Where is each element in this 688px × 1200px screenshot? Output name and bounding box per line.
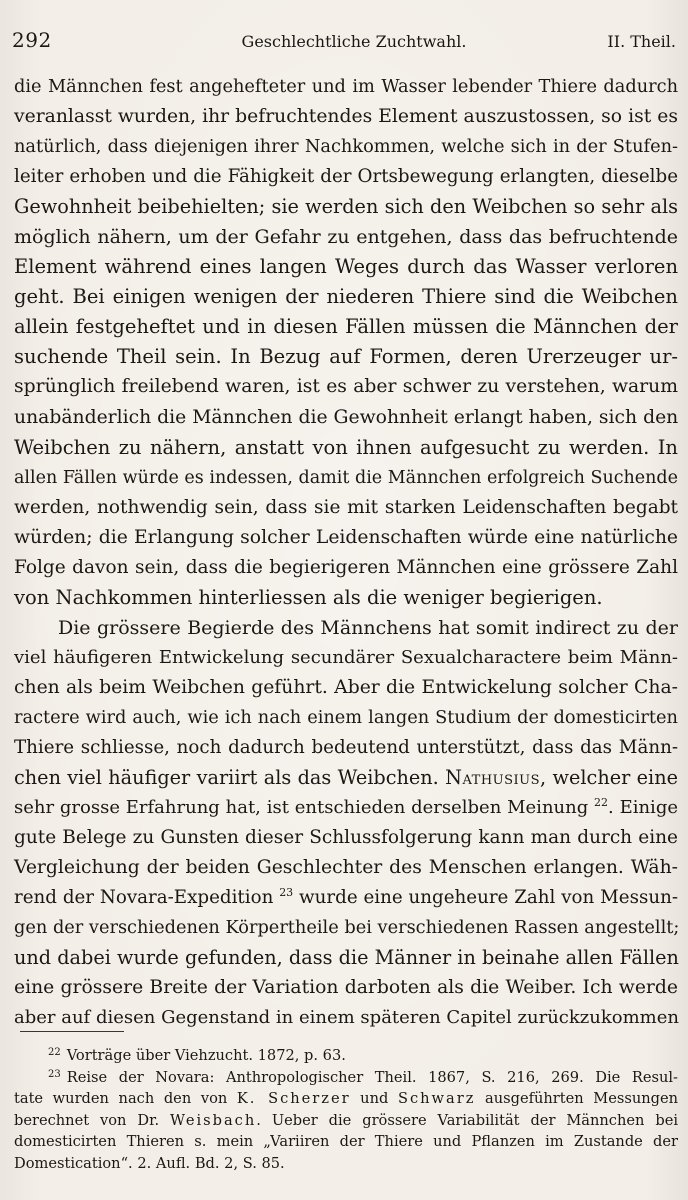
footnote-divider [20, 1031, 124, 1032]
footnote-number: 22 [48, 1047, 61, 1058]
text-segment: sehr grosse Erfahrung hat, ist entschieden derselben Meinung [14, 797, 595, 819]
text-line: gute Belege zu Gunsten dieser Schlussfolgerung kann man durch eine [14, 827, 678, 849]
footnote-text: Vorträge über Viehzucht. 1872, p. 63. [66, 1047, 346, 1064]
text-line: die Männchen fest angehefteter und im Wasser lebender Thiere dadurch [14, 77, 678, 97]
text-line: veranlasst wurden, ihr befruchtendes Element auszustossen, so ist es [14, 106, 678, 128]
text-line: Gewohnheit beibehielten; sie werden sich den Weibchen so sehr als [14, 195, 678, 219]
text-line: chen als beim Weibchen geführt. Aber die Entwickelung solcher Cha- [14, 676, 678, 698]
author-name: K. Scherzer [236, 1090, 351, 1108]
running-title: Geschlechtliche Zuchtwahl. [241, 32, 467, 51]
text-line: allen Fällen würde es indessen, damit die Männchen erfolgreich Suchende [14, 467, 678, 488]
text-line: geht. Bei einigen wenigen der niederen Thiere sind die Weibchen [14, 285, 678, 309]
page-header [12, 28, 676, 58]
text-line [14, 763, 678, 793]
text-line: und dabei wurde gefunden, dass die Männer in beinahe allen Fällen [14, 946, 679, 970]
text-line: Thiere schliesse, noch dadurch bedeutend unterstützt, dass das Männ- [14, 737, 678, 759]
text-line: viel häufigeren Entwickelung secundärer Sexualcharactere beim Männ- [14, 646, 678, 668]
footnote-line [14, 1088, 678, 1110]
footnote-text: Reise der Novara: Anthropologischer Theil. 1867, S. 216, 269. Die Resul- [66, 1068, 678, 1086]
text-line: Folge davon sein, dass die begierigeren Männchen eine grössere Zahl [14, 556, 678, 578]
text-segment: rend der Novara-Expedition [14, 887, 280, 909]
page-number: 292 [12, 28, 52, 52]
text-line: Weibchen zu nähern, anstatt von ihnen aufgesucht zu werden. In [14, 435, 678, 459]
section-label: II. Theil. [607, 32, 676, 51]
text-line: Die grössere Begierde des Männchens hat somit indirect zu der [58, 616, 678, 639]
text-segment: . Ueber die grössere Variabilität der Männchen bei [256, 1111, 678, 1129]
text-line: würden; die Erlangung solcher Leidenschaften würde eine natürliche [14, 526, 678, 548]
text-line: möglich nähern, um der Gefahr zu entgehen, dass das befruchtende [14, 226, 678, 249]
footnote-ref[interactable]: 23 [279, 886, 294, 900]
text-line: aber auf diesen Gegenstand in einem späteren Capitel zurückzukommen [14, 1007, 679, 1029]
author-name: Weisbach [170, 1111, 257, 1129]
footnote-22 [14, 1045, 678, 1067]
paragraph-2 [14, 613, 678, 1034]
text-line [14, 793, 678, 823]
author-name: Nathusius [445, 766, 541, 790]
text-segment: tate wurden nach den von [14, 1090, 237, 1108]
text-segment: und [350, 1090, 398, 1108]
body-text [14, 72, 678, 1034]
text-segment: wurde eine ungeheure Zahl von Messun- [293, 887, 678, 909]
text-segment: chen viel häufiger variirt als das Weibchen. [14, 766, 446, 790]
text-line: sprünglich freilebend waren, ist es aber schwer zu verstehen, warum [14, 376, 678, 398]
text-line: allein festgeheftet und in diesen Fällen müssen die Männchen der [14, 315, 678, 339]
footnote-ref[interactable]: 22 [594, 796, 609, 810]
text-line: Vergleichung der beiden Geschlechter des Menschen erlangen. Wäh- [14, 857, 678, 879]
footnote-23 [14, 1067, 678, 1089]
author-name: Schwarz [397, 1090, 476, 1108]
text-line: natürlich, dass diejenigen ihrer Nachkommen, welche sich in der Stufen- [14, 137, 678, 158]
text-segment: , welcher eine [540, 766, 678, 790]
text-segment: . Einige [608, 797, 678, 819]
footnote-line: Domestication“. 2. Aufl. Bd. 2, S. 85. [14, 1154, 285, 1172]
paragraph-1 [14, 72, 678, 613]
footnotes [14, 1045, 678, 1175]
text-line: werden, nothwendig sein, dass sie mit starken Leidenschaften begabt [14, 496, 678, 518]
text-line: von Nachkommen hinterliessen als die weniger begierigen. [14, 585, 603, 609]
footnote-number: 23 [48, 1068, 61, 1080]
footnote-line: domesticirten Thieren s. mein „Variiren der Thiere und Pflanzen im Zustande der [14, 1133, 678, 1151]
text-line [14, 883, 678, 913]
text-line: leiter erhoben und die Fähigkeit der Ortsbewegung erlangten, dieselbe [14, 166, 678, 188]
text-line: suchende Theil sein. In Bezug auf Formen, deren Urerzeuger ur- [14, 345, 678, 369]
text-segment: berechnet von Dr. [14, 1111, 171, 1129]
text-segment: ausgeführten Messungen [475, 1090, 679, 1108]
text-line: unabänderlich die Männchen die Gewohnheit erlangt haben, sich den [14, 406, 679, 428]
text-line: eine grössere Breite der Variation darboten als die Weiber. Ich werde [14, 977, 678, 999]
text-line: Element während eines langen Weges durch das Wasser verloren [14, 255, 678, 279]
footnote-line [14, 1110, 678, 1132]
text-line: ractere wird auch, wie ich nach einem langen Studium der domesticirten [14, 707, 678, 728]
text-line: gen der verschiedenen Körpertheile bei verschiedenen Rassen angestellt; [14, 918, 680, 939]
